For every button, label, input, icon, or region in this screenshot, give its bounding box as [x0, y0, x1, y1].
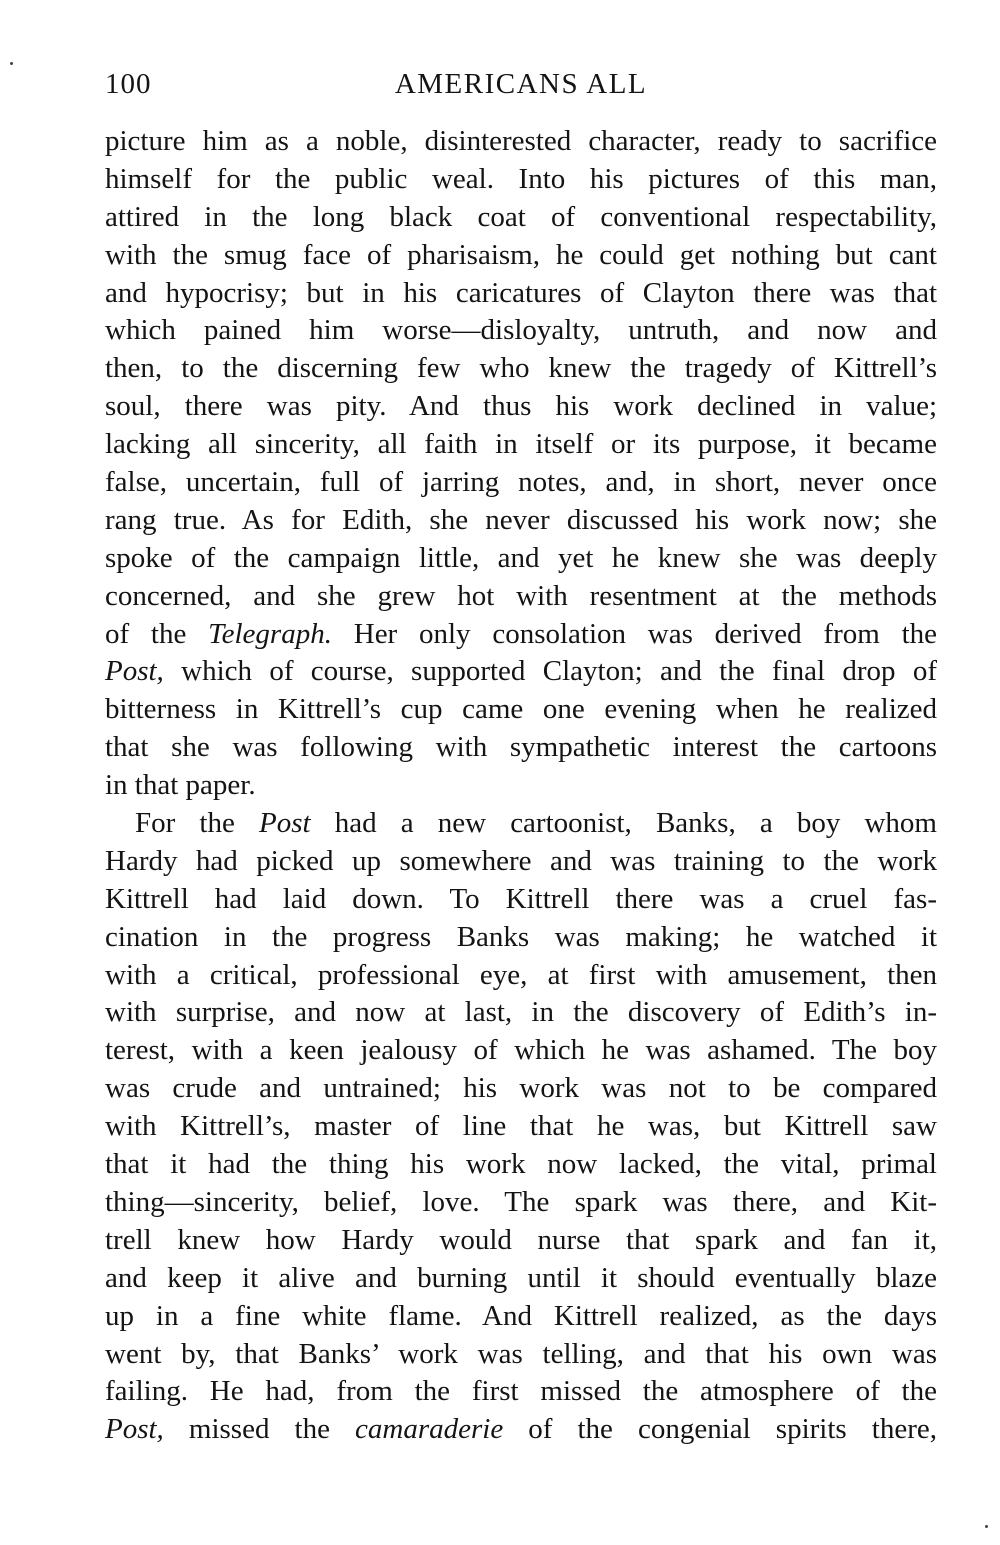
text-line: concerned, and she grew hot with resentment at the methods: [105, 579, 937, 612]
page-number: 100: [105, 68, 152, 100]
text-line: Kittrell had laid down. To Kittrell there was a cruel fas-: [105, 882, 937, 915]
text-line: rang true. As for Edith, she never discussed his work now; she: [105, 503, 937, 536]
text-line: lacking all sincerity, all faith in itself or its purpose, it became: [105, 428, 937, 461]
italic-title: Post,: [105, 655, 164, 688]
text-line: that it had the thing his work now lacked, the vital, primal: [105, 1148, 937, 1181]
text-line: Post, missed the camaraderie of the congenial spirits there,: [105, 1413, 937, 1446]
italic-title: Post,: [105, 1413, 164, 1446]
text-line: which pained him worse—disloyalty, untruth, and now and: [105, 314, 937, 347]
text-line: was crude and untrained; his work was not to be compared: [105, 1072, 937, 1105]
text-line: that she was following with sympathetic interest the cartoons: [105, 731, 937, 764]
text-line: went by, that Banks’ work was telling, and that his own was: [105, 1337, 937, 1370]
text-line: with a critical, professional eye, at first with amusement, then: [105, 958, 937, 991]
running-head: AMERICANS ALL: [394, 68, 648, 100]
text-line: thing—sincerity, belief, love. The spark was there, and Kit-: [105, 1185, 937, 1218]
text-line: bitterness in Kittrell’s cup came one evening when he realized: [105, 693, 937, 726]
text-line: terest, with a keen jealousy of which he was ashamed. The boy: [105, 1034, 937, 1067]
text-line: with the smug face of pharisaism, he could get nothing but cant: [105, 238, 937, 271]
text-line: up in a fine white flame. And Kittrell realized, as the days: [105, 1299, 937, 1332]
text-line: Hardy had picked up somewhere and was training to the work: [105, 844, 937, 877]
text-line: cination in the progress Banks was making; he watched it: [105, 920, 937, 953]
text-line: with Kittrell’s, master of line that he was, but Kittrell saw: [105, 1110, 937, 1143]
text-line: spoke of the campaign little, and yet he knew she was deeply: [105, 541, 937, 574]
text-line: failing. He had, from the first missed the atmosphere of the: [105, 1375, 937, 1408]
text-line: For the Post had a new cartoonist, Banks, a boy whom: [135, 807, 937, 840]
page-header: [105, 68, 937, 108]
body-text: [105, 123, 937, 1449]
scan-speck: [10, 62, 13, 65]
text-line: picture him as a noble, disinterested character, ready to sacrifice: [105, 125, 937, 157]
text-line: soul, there was pity. And thus his work declined in value;: [105, 390, 937, 423]
text-line: false, uncertain, full of jarring notes, and, in short, never once: [105, 466, 937, 499]
scan-speck: [985, 1525, 988, 1528]
text-line: trell knew how Hardy would nurse that spark and fan it,: [105, 1223, 937, 1256]
text-line: and keep it alive and burning until it should eventually blaze: [105, 1261, 937, 1294]
italic-title: Post: [259, 807, 311, 840]
text-line: with surprise, and now at last, in the discovery of Edith’s in-: [105, 996, 937, 1029]
italic-title: Telegraph.: [208, 617, 332, 650]
text-line: himself for the public weal. Into his pictures of this man,: [105, 162, 937, 195]
text-line: attired in the long black coat of conventional respectability,: [105, 200, 937, 233]
text-line: Post, which of course, supported Clayton; and the final drop of: [105, 655, 937, 688]
text-line: of the Telegraph. Her only consolation was derived from the: [105, 617, 938, 650]
text-line: and hypocrisy; but in his caricatures of Clayton there was that: [105, 276, 937, 309]
text-line: in that paper.: [105, 769, 256, 802]
italic-word: camaraderie: [355, 1413, 504, 1446]
text-line: then, to the discerning few who knew the tragedy of Kittrell’s: [105, 352, 937, 385]
